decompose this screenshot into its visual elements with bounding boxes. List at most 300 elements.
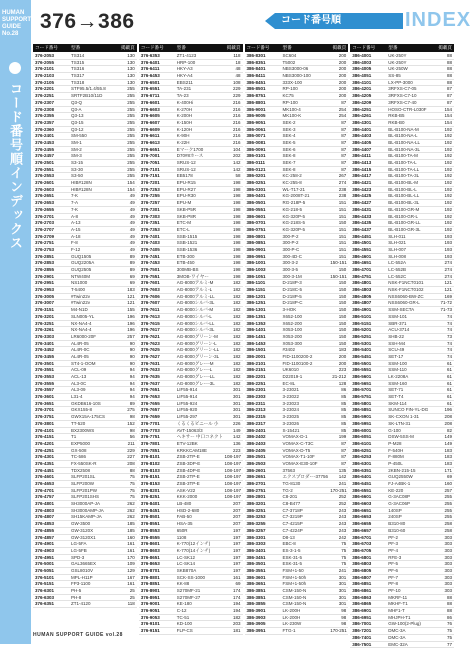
page-cell: 193 bbox=[436, 254, 452, 260]
page-cell: 208 bbox=[119, 461, 135, 467]
table-row bbox=[350, 468, 454, 475]
code-cell: 386-5101 bbox=[352, 314, 388, 320]
page-cell: 149 bbox=[436, 441, 452, 447]
sidebar-band bbox=[0, 0, 31, 644]
type-cell: UK-250W bbox=[388, 66, 436, 72]
page-cell: 243 bbox=[330, 508, 346, 514]
page-cell: 151 bbox=[330, 214, 346, 220]
type-cell: D8-13 bbox=[283, 535, 331, 541]
type-cell: TC-51 bbox=[177, 615, 225, 621]
page-cell: 216 bbox=[225, 127, 241, 133]
page-cell: 86 bbox=[330, 387, 346, 393]
type-cell: KD-100 bbox=[177, 621, 225, 627]
type-cell: FJ-A4BK-1 bbox=[388, 481, 436, 487]
page-cell: 192 bbox=[436, 160, 452, 166]
page-cell: 151 bbox=[330, 234, 346, 240]
code-cell: 376-8251 bbox=[141, 494, 177, 500]
table-row bbox=[139, 80, 243, 87]
page-cell: 198 bbox=[225, 180, 241, 186]
code-cell: 376-8651 bbox=[141, 555, 177, 561]
code-cell: 386-4437 bbox=[352, 227, 388, 233]
code-cell: 376-2455 bbox=[35, 147, 71, 153]
code-cell: 376-4151 bbox=[35, 434, 71, 440]
type-cell: ZT1-4120 bbox=[71, 601, 119, 607]
code-cell: 386-0601 bbox=[247, 214, 283, 220]
type-cell: GKDB616-10S bbox=[71, 401, 119, 407]
table-row bbox=[139, 588, 243, 595]
code-cell: 386-4003 bbox=[352, 60, 388, 66]
type-cell: X652-200 bbox=[283, 321, 331, 327]
code-cell: 386-2503 bbox=[247, 461, 283, 467]
code-cell: 376-6353 bbox=[141, 53, 177, 59]
table-row bbox=[33, 167, 137, 174]
type-cell: GUQ1505 bbox=[71, 254, 119, 260]
code-cell: 386-4415 bbox=[352, 167, 388, 173]
type-cell: 333X-100 bbox=[283, 80, 331, 86]
table-row bbox=[33, 193, 137, 200]
type-cell: D-218P-5 bbox=[283, 294, 331, 300]
type-cell: SLH-021 bbox=[388, 240, 436, 246]
page-cell: 75 bbox=[436, 628, 452, 634]
page-cell: 182 bbox=[225, 280, 241, 286]
page-cell: 182 bbox=[225, 615, 241, 621]
page-cell: 200 bbox=[330, 66, 346, 72]
table-row bbox=[350, 381, 454, 388]
table-row bbox=[33, 407, 137, 414]
code-cell: 386-4201 bbox=[352, 86, 388, 92]
table-row bbox=[245, 341, 349, 348]
type-cell: STF95.5/1.4/55.8 bbox=[71, 86, 119, 92]
type-cell: FLP-CS bbox=[177, 628, 225, 634]
table-row bbox=[139, 254, 243, 261]
type-cell: SEK-6 bbox=[283, 147, 331, 153]
page-cell: 154 bbox=[119, 180, 135, 186]
code-cell: 386-1101 bbox=[247, 280, 283, 286]
type-cell: TA-231 bbox=[177, 86, 225, 92]
page-cell: 255 bbox=[119, 113, 135, 119]
page-cell: 160 bbox=[119, 535, 135, 541]
table-row bbox=[33, 53, 137, 60]
page-cell: 301 bbox=[330, 588, 346, 594]
code-cell: 376-8201 bbox=[141, 488, 177, 494]
code-cell: 376-7606 bbox=[141, 294, 177, 300]
page-cell: 182 bbox=[225, 321, 241, 327]
table-row bbox=[33, 421, 137, 428]
table-row bbox=[139, 53, 243, 60]
page-cell: 274 bbox=[330, 180, 346, 186]
code-cell: 376-2055 bbox=[35, 60, 71, 66]
table-row bbox=[350, 107, 454, 114]
type-cell: EPU-R15 bbox=[177, 180, 225, 186]
type-cell: EPU-M bbox=[177, 200, 225, 206]
code-cell: 386-6807 bbox=[352, 575, 388, 581]
page-cell: 108-197 bbox=[225, 468, 241, 474]
page-cell: 61 bbox=[436, 401, 452, 407]
table-row bbox=[245, 267, 349, 274]
type-cell: ETC-M bbox=[177, 220, 225, 226]
page-cell: 151 bbox=[330, 207, 346, 213]
page-cell: 242 bbox=[330, 535, 346, 541]
type-cell: AG-8000グレー-LL bbox=[177, 374, 225, 380]
type-cell: BL-B100-BL-3L bbox=[388, 200, 436, 206]
type-cell: X053-100 bbox=[283, 327, 331, 333]
code-cell: 386-5751 bbox=[352, 394, 388, 400]
circle-icon bbox=[9, 62, 21, 74]
code-cell: 386-6701 bbox=[352, 535, 388, 541]
table-row bbox=[139, 160, 243, 167]
table-row bbox=[245, 367, 349, 374]
table-row bbox=[33, 474, 137, 481]
page-cell: 25 bbox=[119, 588, 135, 594]
code-cell: 386-0951 bbox=[247, 254, 283, 260]
type-cell: GSL8010V bbox=[71, 568, 119, 574]
table-row bbox=[33, 561, 137, 568]
page-cell: 136 bbox=[225, 441, 241, 447]
type-cell: KG-320P-5 bbox=[283, 227, 331, 233]
page-cell: 255 bbox=[119, 107, 135, 113]
table-row bbox=[33, 314, 137, 321]
page-cell: 192 bbox=[436, 193, 452, 199]
table-row bbox=[350, 621, 454, 628]
table-row bbox=[139, 608, 243, 615]
page-cell: 85 bbox=[330, 428, 346, 434]
page-cell: 301 bbox=[225, 414, 241, 420]
code-cell: 386-7401 bbox=[352, 635, 388, 641]
type-cell: S-15421 bbox=[283, 428, 331, 434]
page-cell: 69 bbox=[225, 581, 241, 587]
type-cell: BL-B100-BL-L bbox=[388, 187, 436, 193]
table-row bbox=[350, 488, 454, 495]
table-row bbox=[245, 521, 349, 528]
table-row bbox=[350, 307, 454, 314]
code-cell: 386-3905 bbox=[247, 621, 283, 627]
code-cell: 386-2402 bbox=[247, 434, 283, 440]
column-header bbox=[245, 44, 349, 52]
table-row bbox=[245, 414, 349, 421]
table-row bbox=[139, 407, 243, 414]
page-cell: 94 bbox=[119, 394, 135, 400]
table-row bbox=[33, 555, 137, 562]
page-cell: 170-251 bbox=[330, 628, 346, 634]
page-cell: 197 bbox=[225, 528, 241, 534]
table-row bbox=[245, 481, 349, 488]
table-row bbox=[350, 300, 454, 307]
type-cell: Eマーク1700 bbox=[177, 147, 225, 153]
page-cell: 255 bbox=[436, 494, 452, 500]
page-cell: 258 bbox=[436, 521, 452, 527]
page-cell: 182 bbox=[225, 354, 241, 360]
type-cell: AG-8000グリーン-L bbox=[177, 341, 225, 347]
page-cell: 182 bbox=[225, 374, 241, 380]
code-cell: 376-2651 bbox=[35, 193, 71, 199]
page-cell: 75 bbox=[330, 548, 346, 554]
page-cell: 216 bbox=[225, 113, 241, 119]
page-cell: 198 bbox=[225, 200, 241, 206]
sidebar-top-line: No.28 bbox=[2, 31, 31, 38]
code-cell: 376-3501 bbox=[35, 361, 71, 367]
type-cell: 3-23025 bbox=[283, 414, 331, 420]
table-row bbox=[139, 541, 243, 548]
type-cell: AG-8000アルミ-M bbox=[177, 280, 225, 286]
type-cell: TT-520 bbox=[71, 421, 119, 427]
page-header bbox=[31, 0, 455, 40]
code-cell: 376-4601 bbox=[35, 474, 71, 480]
table-row bbox=[245, 347, 349, 354]
page-cell: 183 bbox=[436, 448, 452, 454]
type-cell: ヘキサー 中口コネクト bbox=[177, 434, 225, 440]
page-cell: 207 bbox=[225, 514, 241, 520]
page-cell: 255 bbox=[119, 93, 135, 99]
page-cell: 200 bbox=[330, 361, 346, 367]
code-cell: 376-2603 bbox=[35, 187, 71, 193]
page-cell: 229 bbox=[225, 93, 241, 99]
page-cell: 243 bbox=[330, 514, 346, 520]
code-cell: 386-4411 bbox=[352, 153, 388, 159]
table-row bbox=[33, 394, 137, 401]
code-cell: 376-3455 bbox=[35, 354, 71, 360]
table-row bbox=[350, 374, 454, 381]
page-cell: 69 bbox=[436, 474, 452, 480]
table-row bbox=[139, 581, 243, 588]
code-cell: 386-4801 bbox=[352, 280, 388, 286]
code-cell: 376-8103 bbox=[141, 468, 177, 474]
code-cell: 386-5451 bbox=[352, 354, 388, 360]
page-cell: 151 bbox=[330, 240, 346, 246]
code-cell: 376-6401 bbox=[141, 60, 177, 66]
type-cell: K-22H bbox=[177, 140, 225, 146]
code-cell: 386-2301 bbox=[247, 387, 283, 393]
table-row bbox=[350, 127, 454, 134]
code-cell: 376-2308 bbox=[35, 107, 71, 113]
table-row bbox=[245, 93, 349, 100]
table-row bbox=[33, 234, 137, 241]
code-cell: 386-5951 bbox=[352, 421, 388, 427]
type-cell: AG-8000アルミ-LL bbox=[177, 294, 225, 300]
code-cell: 386-0751 bbox=[247, 227, 283, 233]
type-cell: KE-220 bbox=[388, 488, 436, 494]
page-cell: 192 bbox=[436, 207, 452, 213]
table-row bbox=[350, 133, 454, 140]
code-cell: 386-2401 bbox=[247, 428, 283, 434]
code-cell: 376-2851 bbox=[35, 254, 71, 260]
table-row bbox=[245, 133, 349, 140]
page-cell: 255 bbox=[436, 501, 452, 507]
table-row bbox=[350, 461, 454, 468]
code-cell: 386-1201 bbox=[247, 294, 283, 300]
table-row bbox=[139, 200, 243, 207]
page-cell: 198 bbox=[225, 227, 241, 233]
code-cell: 376-5151 bbox=[35, 581, 71, 587]
page-cell: 150 bbox=[330, 341, 346, 347]
code-cell: 386-3251 bbox=[247, 508, 283, 514]
code-cell: 376-6303 bbox=[35, 595, 71, 601]
code-cell: 386-6301 bbox=[352, 461, 388, 467]
code-cell: 386-2315 bbox=[247, 414, 283, 420]
code-cell: 386-5551 bbox=[352, 367, 388, 373]
code-cell: 376-6711 bbox=[141, 93, 177, 99]
page-cell: 243 bbox=[330, 521, 346, 527]
page-cell: 109 bbox=[119, 561, 135, 567]
page-cell: 199 bbox=[330, 434, 346, 440]
page-cell: 202 bbox=[225, 153, 241, 159]
page-cell: 74 bbox=[436, 354, 452, 360]
page-cell: 183 bbox=[119, 287, 135, 293]
page-cell: 94 bbox=[119, 387, 135, 393]
code-cell: 386-0201 bbox=[247, 173, 283, 179]
type-cell: PF-2 bbox=[388, 535, 436, 541]
page-cell: 151 bbox=[330, 247, 346, 253]
table-row bbox=[33, 107, 137, 114]
page-cell: 303 bbox=[436, 561, 452, 567]
code-cell: 376-5051 bbox=[35, 568, 71, 574]
code-cell: 386-4101 bbox=[352, 80, 388, 86]
table-row bbox=[139, 334, 243, 341]
code-cell: 386-8301 bbox=[247, 53, 283, 59]
table-row bbox=[245, 287, 349, 294]
type-cell: LIF55-914 bbox=[177, 394, 225, 400]
type-cell: TS318 bbox=[71, 80, 119, 86]
table-row bbox=[245, 200, 349, 207]
page-cell: 61 bbox=[436, 381, 452, 387]
code-cell: 386-6551 bbox=[352, 488, 388, 494]
table-row bbox=[139, 240, 243, 247]
page-cell: 150 bbox=[330, 314, 346, 320]
type-cell: Q3-12 bbox=[71, 127, 119, 133]
code-cell: 376-8555 bbox=[141, 535, 177, 541]
code-cell: 386-4427 bbox=[352, 200, 388, 206]
table-row bbox=[350, 86, 454, 93]
page-cell: 49 bbox=[119, 214, 135, 220]
page-cell: 73 bbox=[436, 334, 452, 340]
code-cell: 386-6401 bbox=[352, 474, 388, 480]
page-cell: 200 bbox=[330, 93, 346, 99]
code-cell: 386-0111 bbox=[247, 160, 283, 166]
page-cell: 161 bbox=[119, 581, 135, 587]
type-cell: SLH-011 bbox=[388, 234, 436, 240]
type-cell: TS317 bbox=[71, 73, 119, 79]
page-cell: 182 bbox=[225, 347, 241, 353]
code-cell: 386-1453 bbox=[247, 341, 283, 347]
code-cell: 386-7501 bbox=[352, 642, 388, 648]
code-cell: 376-7651 bbox=[141, 387, 177, 393]
type-cell: TA-23 bbox=[177, 93, 225, 99]
type-cell: GW-100(2-Plug) bbox=[388, 621, 436, 627]
type-cell: AL3-09 bbox=[71, 387, 119, 393]
table-row bbox=[350, 474, 454, 481]
page-cell: 135 bbox=[330, 468, 346, 474]
page-cell: 94 bbox=[119, 381, 135, 387]
type-cell: SLFP201PW bbox=[71, 488, 119, 494]
table-row bbox=[245, 207, 349, 214]
code-cell: 376-6651 bbox=[141, 147, 177, 153]
table-row bbox=[139, 280, 243, 287]
type-cell: GUQ2550W bbox=[388, 474, 436, 480]
code-cell: 376-8701 bbox=[141, 568, 177, 574]
type-cell: SEK-5 bbox=[283, 140, 331, 146]
table-row bbox=[245, 381, 349, 388]
table-row bbox=[245, 327, 349, 334]
page-cell: 198 bbox=[225, 207, 241, 213]
table-row bbox=[33, 454, 137, 461]
type-cell: #Twin22v bbox=[71, 300, 119, 306]
code-cell: 376-4903 bbox=[35, 548, 71, 554]
type-cell: K-90H bbox=[177, 133, 225, 139]
table-row bbox=[350, 207, 454, 214]
page-cell: 301 bbox=[225, 401, 241, 407]
table-row bbox=[245, 581, 349, 588]
type-cell: くるくるビニール 小 bbox=[177, 421, 225, 427]
code-cell: 376-8653 bbox=[141, 561, 177, 567]
code-cell: 386-2201 bbox=[247, 374, 283, 380]
page-cell: 194 bbox=[225, 601, 241, 607]
code-cell: 376-7657 bbox=[141, 407, 177, 413]
page-cell: 255 bbox=[436, 514, 452, 520]
code-cell: 386-3255 bbox=[247, 521, 283, 527]
type-cell: MPL-H11P bbox=[71, 575, 119, 581]
type-cell: SET-17 bbox=[388, 354, 436, 360]
type-cell: RP-100 bbox=[283, 100, 331, 106]
table-row bbox=[245, 488, 349, 495]
table-row bbox=[139, 441, 243, 448]
page-cell: 130 bbox=[119, 53, 135, 59]
type-cell: SEK-2 bbox=[283, 120, 331, 126]
page-cell: 87 bbox=[330, 167, 346, 173]
type-cell: LC-SK12 bbox=[177, 555, 225, 561]
type-cell: SK-LTN-31 bbox=[388, 421, 436, 427]
page-cell: 89 bbox=[119, 401, 135, 407]
type-cell: ESK-31-5 bbox=[283, 555, 331, 561]
code-cell: 386-0301 bbox=[247, 187, 283, 193]
type-cell: SSM-110 bbox=[388, 367, 436, 373]
table-row bbox=[350, 227, 454, 234]
page-cell: 257 bbox=[436, 488, 452, 494]
code-cell: 376-3551 bbox=[35, 367, 71, 373]
type-cell: FP3-1100 bbox=[71, 581, 119, 587]
table-row bbox=[139, 381, 243, 388]
code-cell: 376-7613 bbox=[141, 314, 177, 320]
page-cell: 200 bbox=[330, 354, 346, 360]
code-cell: 386-6351 bbox=[352, 468, 388, 474]
type-cell: SRTF2B10/11D bbox=[71, 93, 119, 99]
code-cell: 386-3301 bbox=[247, 535, 283, 541]
table-row bbox=[33, 207, 137, 214]
page-cell: 182 bbox=[225, 367, 241, 373]
type-cell: AG-8000グリーン-M bbox=[177, 334, 225, 340]
type-cell: SH3000AP-JA bbox=[71, 501, 119, 507]
table-row bbox=[33, 595, 137, 602]
table-row bbox=[139, 514, 243, 521]
type-cell: SH3000AMP-JA bbox=[71, 508, 119, 514]
code-cell: 376-7303 bbox=[141, 214, 177, 220]
table-row bbox=[245, 461, 349, 468]
type-cell: 7-K bbox=[71, 207, 119, 213]
table-row bbox=[245, 394, 349, 401]
code-cell: 386-8411 bbox=[247, 73, 283, 79]
type-cell: HSD-2-680 bbox=[177, 508, 225, 514]
code-cell: 386-1001 bbox=[247, 260, 283, 266]
type-cell: ESK-31-5 bbox=[283, 561, 331, 567]
table-row bbox=[33, 468, 137, 475]
code-cell: 386-8501 bbox=[247, 86, 283, 92]
type-cell: SS-85 bbox=[388, 73, 436, 79]
page-cell: 303 bbox=[436, 541, 452, 547]
type-cell: GW-3120X bbox=[71, 528, 119, 534]
table-row bbox=[350, 234, 454, 241]
table-row bbox=[139, 321, 243, 328]
table-row bbox=[33, 153, 137, 160]
code-cell: 376-7631 bbox=[141, 361, 177, 367]
type-cell: VOMAX-C-T3C bbox=[283, 441, 331, 447]
